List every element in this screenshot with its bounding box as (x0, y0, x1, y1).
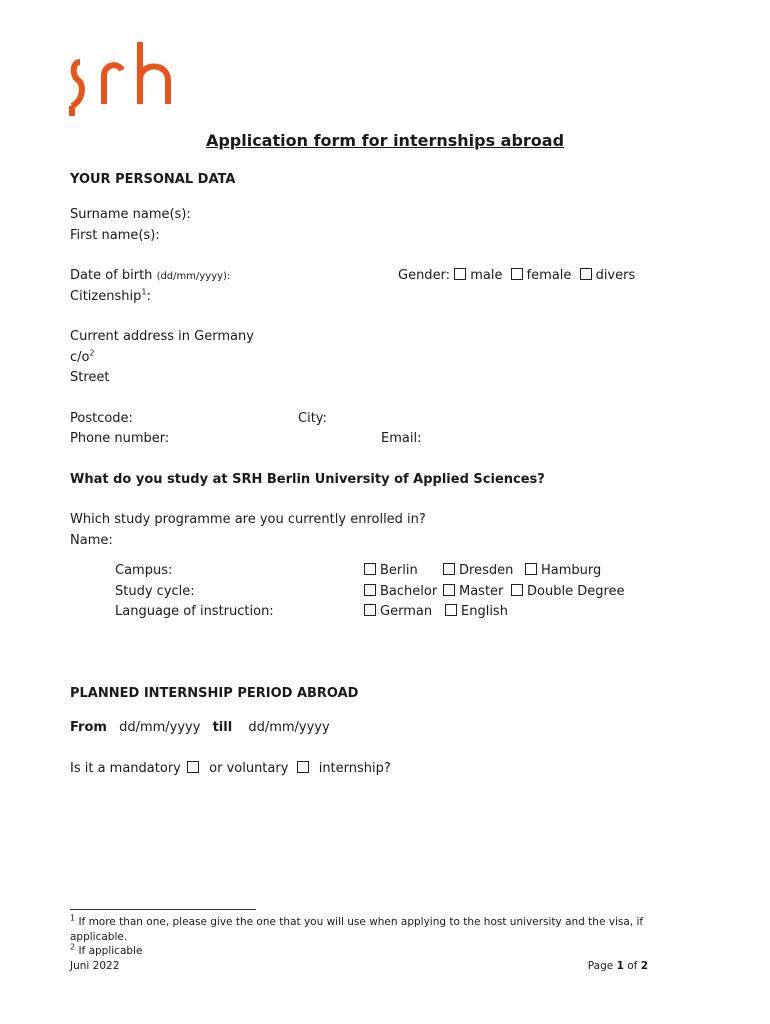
page-current: 1 (616, 960, 624, 972)
citizenship-label: Citizenship (70, 289, 142, 304)
email-label: Email: (381, 431, 422, 446)
current-address-label: Current address in Germany (70, 329, 254, 344)
from-date-field[interactable]: dd/mm/yyyy (119, 720, 201, 735)
campus-hamburg-checkbox[interactable] (525, 563, 537, 575)
postcode-label: Postcode: (70, 411, 133, 426)
campus-option-dresden[interactable] (443, 563, 513, 578)
gender-label: Gender: (398, 268, 451, 283)
campus-dresden-label: Dresden (459, 563, 514, 578)
campus-hamburg-label: Hamburg (541, 563, 602, 578)
cycle-option-bachelor[interactable] (364, 584, 437, 599)
footnote-2 (70, 942, 143, 957)
campus-berlin-checkbox[interactable] (364, 563, 376, 575)
citizenship-colon: : (146, 289, 151, 304)
cycle-double-degree-checkbox[interactable] (511, 584, 523, 596)
study-heading: What do you study at SRH Berlin University of Applied Sciences? (70, 472, 545, 487)
internship-question-end: internship? (318, 761, 391, 776)
cycle-master-checkbox[interactable] (443, 584, 455, 596)
co-label: c/o (70, 350, 90, 365)
language-option-english[interactable] (445, 604, 508, 619)
page-number (588, 960, 648, 972)
footnote-1 (70, 913, 644, 928)
city-label: City: (298, 411, 327, 426)
surname-label: Surname name(s): (70, 207, 191, 222)
page-total: 2 (640, 960, 648, 972)
language-german-checkbox[interactable] (364, 604, 376, 616)
cycle-bachelor-checkbox[interactable] (364, 584, 376, 596)
mandatory-checkbox[interactable] (187, 761, 199, 773)
co-row (70, 350, 95, 365)
cycle-master-label: Master (459, 584, 504, 599)
srh-logo (68, 40, 178, 120)
till-date-field[interactable]: dd/mm/yyyy (248, 720, 330, 735)
dob-format: (dd/mm/yyyy): (156, 271, 231, 282)
cycle-bachelor-label: Bachelor (380, 584, 438, 599)
cycle-option-double-degree[interactable] (511, 584, 625, 599)
language-option-german[interactable] (364, 604, 432, 619)
logo-text: srh (68, 40, 70, 41)
language-english-label: English (461, 604, 508, 619)
period-row (70, 720, 330, 735)
voluntary-label: or voluntary (209, 761, 289, 776)
footnote-2-text: If applicable (78, 945, 143, 957)
study-question: Which study programme are you currently enrolled in? (70, 512, 426, 527)
footnote-2-mark: 2 (70, 942, 76, 952)
gender-female-label: female (526, 268, 572, 283)
gender-male-checkbox[interactable] (454, 268, 466, 280)
street-label: Street (70, 370, 110, 385)
dob-label-row (70, 268, 230, 283)
phone-label: Phone number: (70, 431, 170, 446)
personal-data-heading: YOUR PERSONAL DATA (70, 172, 236, 187)
gender-female-checkbox[interactable] (511, 268, 523, 280)
footnote-ref-2: 2 (89, 348, 95, 358)
mandatory-label: Is it a mandatory (70, 761, 181, 776)
page-of: of (627, 960, 638, 972)
campus-label: Campus: (115, 563, 173, 578)
gender-divers-label: divers (595, 268, 636, 283)
gender-row (398, 268, 635, 283)
campus-dresden-checkbox[interactable] (443, 563, 455, 575)
campus-berlin-label: Berlin (380, 563, 418, 578)
footnote-1-cont: applicable. (70, 931, 128, 943)
language-english-checkbox[interactable] (445, 604, 457, 616)
gender-divers-checkbox[interactable] (580, 268, 592, 280)
cycle-double-degree-label: Double Degree (527, 584, 625, 599)
footnote-1-mark: 1 (70, 913, 76, 923)
study-name-label: Name: (70, 533, 113, 548)
from-label: From (70, 720, 107, 735)
voluntary-checkbox[interactable] (297, 761, 309, 773)
campus-option-hamburg[interactable] (525, 563, 601, 578)
internship-type-row (70, 761, 391, 776)
language-label: Language of instruction: (115, 604, 274, 619)
footnote-divider (70, 909, 256, 910)
footnote-ref-1: 1 (141, 287, 147, 297)
internship-heading: PLANNED INTERNSHIP PERIOD ABROAD (70, 686, 359, 701)
campus-option-berlin[interactable] (364, 563, 418, 578)
dob-label: Date of birth (70, 268, 153, 283)
page-prefix: Page (587, 960, 614, 972)
page-title: Application form for internships abroad (205, 131, 565, 150)
footer-date: Juni 2022 (70, 960, 120, 972)
language-german-label: German (380, 604, 433, 619)
till-label: till (212, 720, 233, 735)
footnote-1-text: If more than one, please give the one that you will use when applying to the host university and the visa, if (78, 916, 644, 928)
firstname-label: First name(s): (70, 228, 160, 243)
gender-male-label: male (470, 268, 503, 283)
citizenship-row (70, 289, 151, 304)
cycle-option-master[interactable] (443, 584, 503, 599)
cycle-label: Study cycle: (115, 584, 195, 599)
